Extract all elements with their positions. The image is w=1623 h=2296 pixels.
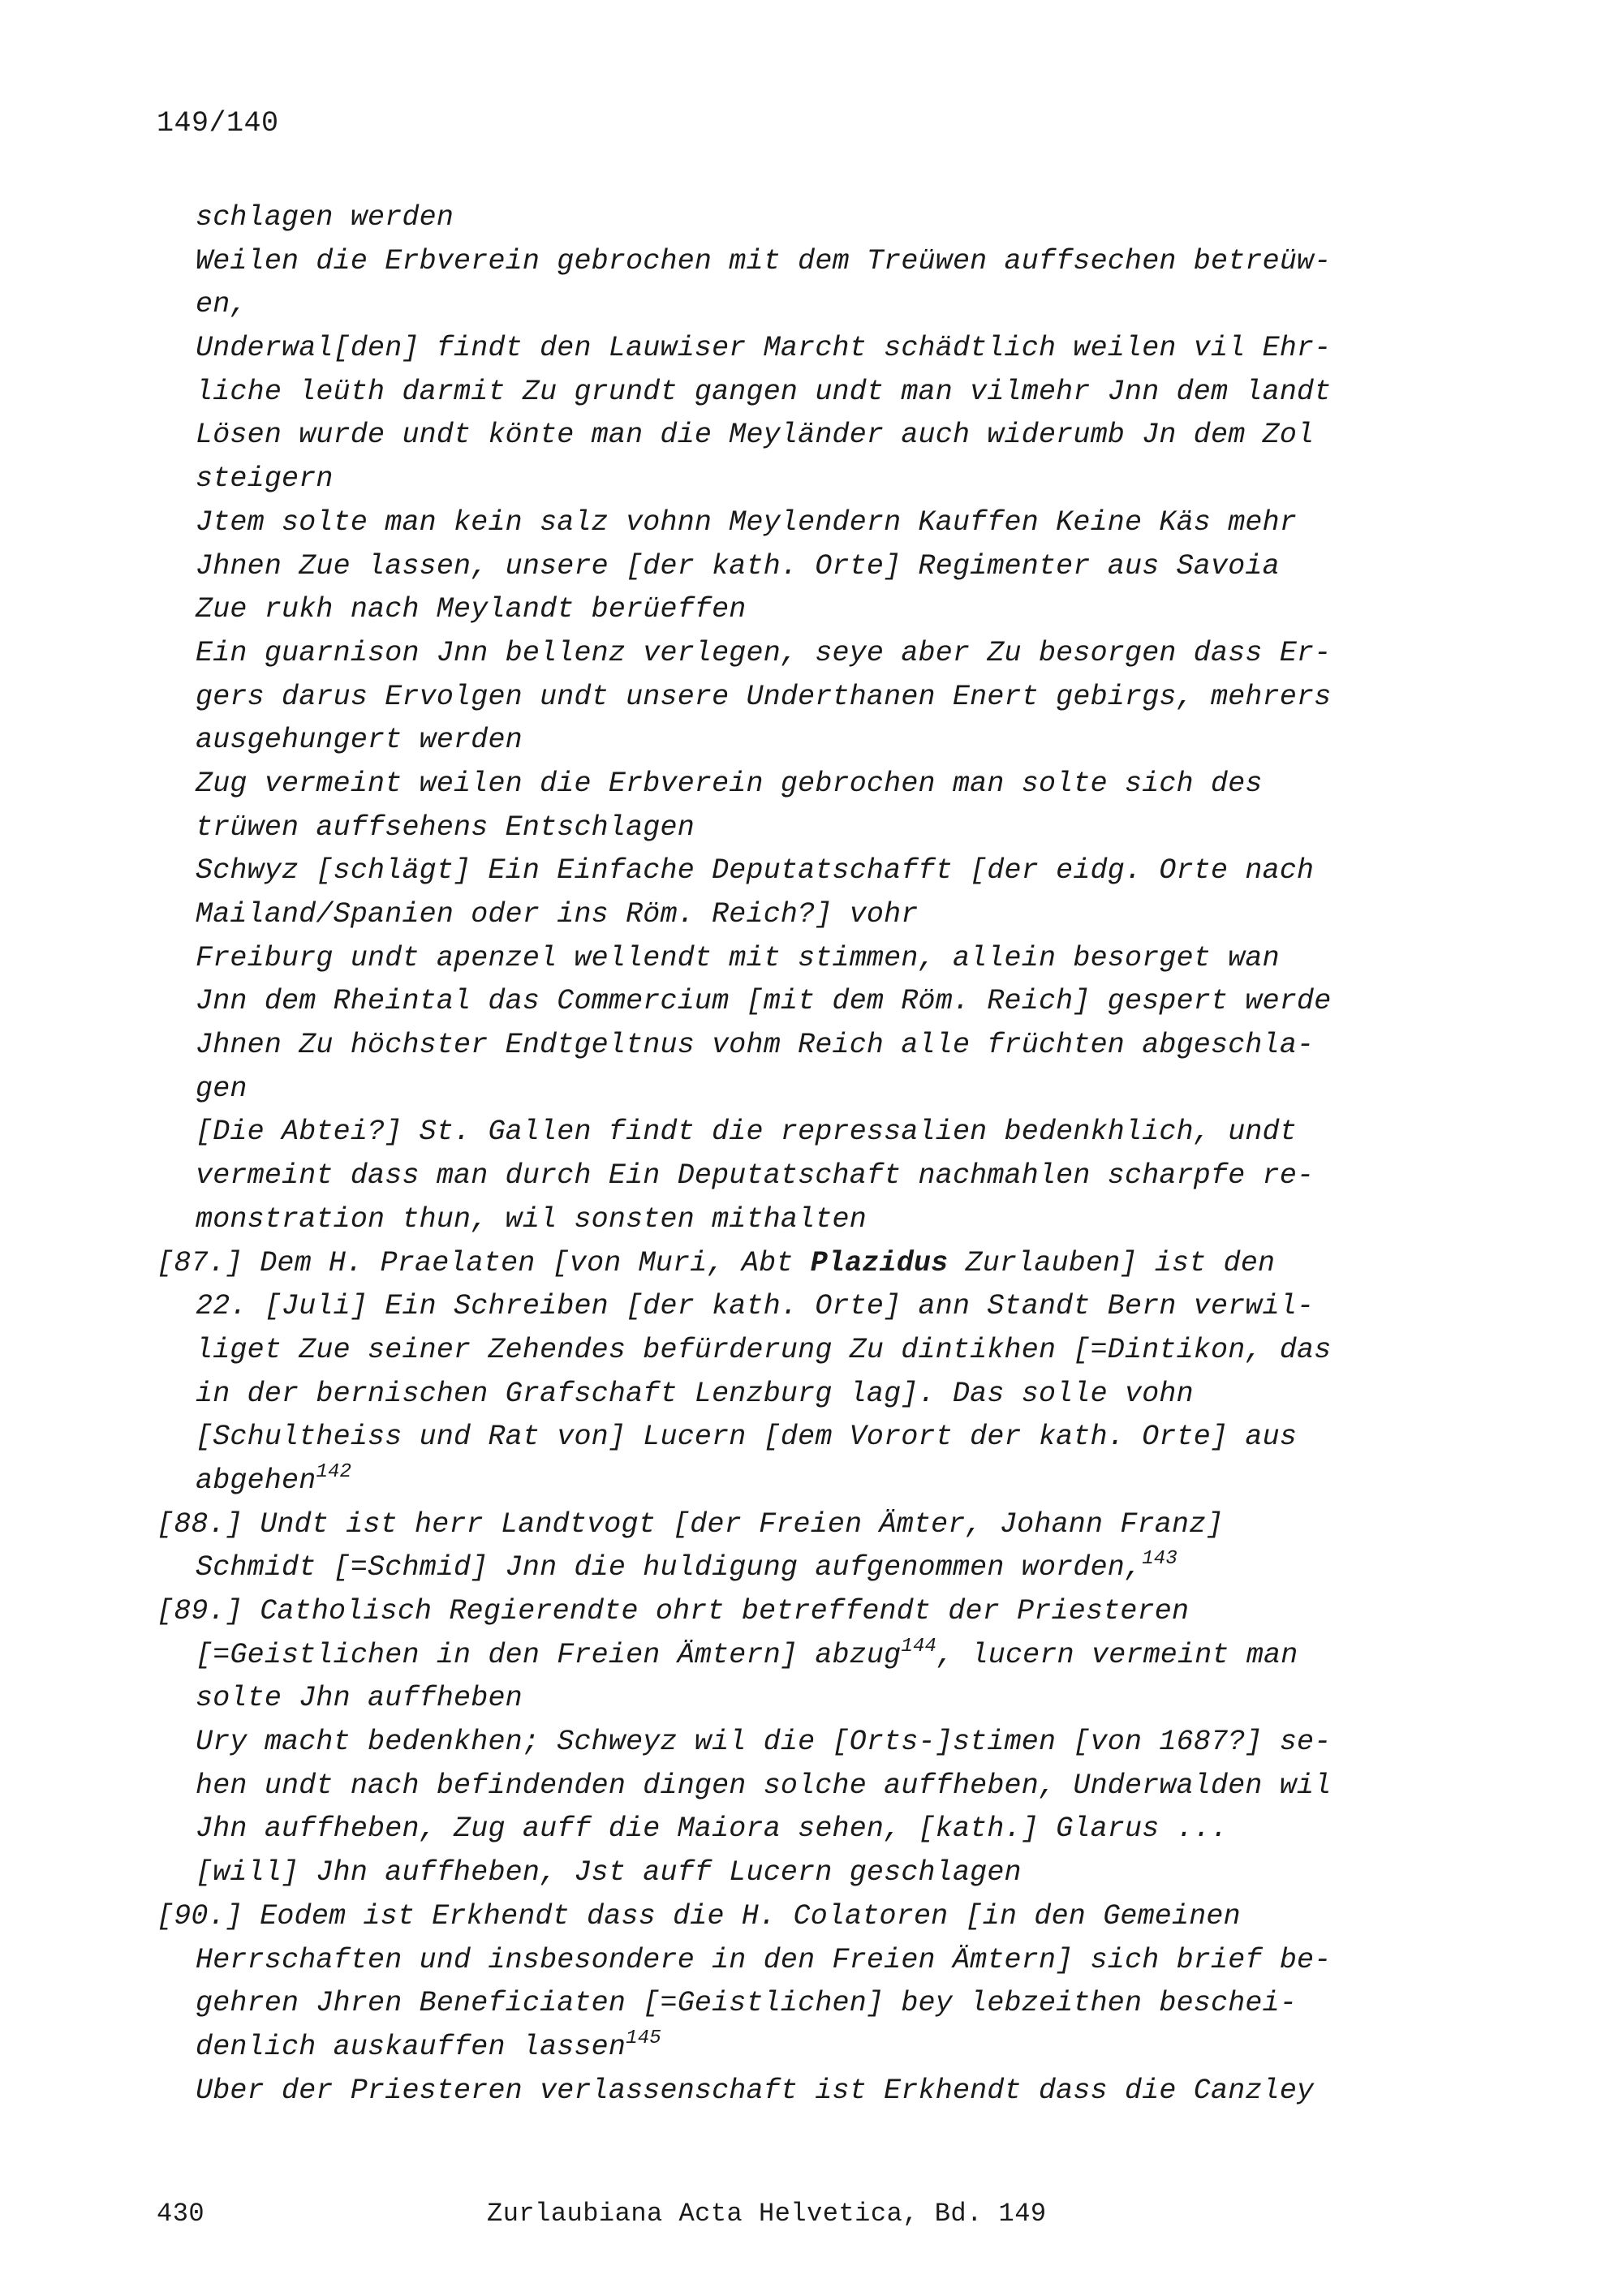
line-text: Ury macht bedenkhen; Schweyz wil die [Orts-]stimen [von 1687?] se-: [196, 1726, 1332, 1759]
line-text: [88.] Undt ist herr Landtvogt [der Freien Ämter, Johann Franz]: [157, 1507, 1224, 1541]
line-text: hen undt nach befindenden dingen solche auffheben, Underwalden wil: [196, 1769, 1332, 1802]
footer-page-number: 430: [157, 2199, 205, 2229]
footnote-marker: 142: [316, 1460, 352, 1483]
line-text: Schmidt [=Schmid] Jnn die huldigung aufgenommen worden,: [196, 1551, 1143, 1584]
line-text: [=Geistlichen in den Freien Ämtern] abzug: [196, 1638, 902, 1671]
text-line: [157, 676, 1423, 720]
text-line: [157, 1765, 1423, 1808]
line-text: gers darus Ervolgen undt unsere Underthanen Enert gebirgs, mehrers: [196, 680, 1332, 713]
line-text: schlagen werden: [196, 201, 454, 234]
text-line: [157, 1242, 1423, 1286]
line-text: 22. [Juli] Ein Schreiben [der kath. Orte] ann Standt Bern verwil-: [196, 1290, 1315, 1323]
text-line: [157, 458, 1423, 501]
text-line: [157, 1068, 1423, 1111]
text-line: [157, 240, 1423, 284]
line-text: Zug vermeint weilen die Erbverein gebrochen man solte sich des: [196, 767, 1263, 800]
line-text: [87.] Dem H. Praelaten [von Muri, Abt: [157, 1246, 811, 1279]
line-text: ausgehungert werden: [196, 724, 523, 757]
line-text: Lösen wurde undt könte man die Meyländer auch widerumb Jn dem Zol: [196, 419, 1315, 452]
line-text: trüwen auffsehens Entschlagen: [196, 810, 695, 844]
line-text: in der bernischen Grafschaft Lenzburg lag]. Das solle vohn: [196, 1377, 1194, 1410]
text-line: [157, 1721, 1423, 1765]
text-line: [157, 327, 1423, 371]
line-text: Mailand/Spanien oder ins Röm. Reich?] vohr: [196, 898, 919, 931]
line-text: vermeint dass man durch Ein Deputatschaft nachmahlen scharpfe re-: [196, 1159, 1315, 1193]
text-line: [157, 763, 1423, 806]
footnote-marker: 143: [1142, 1548, 1178, 1571]
footnote-marker: 144: [901, 1635, 937, 1658]
footer-title: Zurlaubiana Acta Helvetica, Bd. 149: [487, 2199, 1047, 2229]
text-line: [157, 719, 1423, 763]
line-text: Freiburg undt apenzel wellendt mit stimmen, allein besorget wan: [196, 941, 1280, 974]
line-text: [Die Abtei?] St. Gallen findt die repressalien bedenkhlich, undt: [196, 1116, 1298, 1149]
text-line: [157, 1198, 1423, 1242]
text-line: [157, 1677, 1423, 1721]
line-text: Schwyz [schlägt] Ein Einfache Deputatschafft [der eidg. Orte nach: [196, 854, 1315, 888]
text-line: [157, 1024, 1423, 1068]
text-line: [157, 371, 1423, 415]
text-line: [157, 1329, 1423, 1373]
document-body: [157, 196, 1423, 2113]
line-text: Underwal[den] findt den Lauwiser Marcht schädtlich weilen vil Ehr-: [196, 332, 1332, 365]
text-line: [157, 937, 1423, 981]
line-text: Jhnen Zue lassen, unsere [der kath. Orte] Regimenter aus Savoia: [196, 549, 1280, 583]
text-line: [157, 893, 1423, 937]
text-line: [157, 1590, 1423, 1634]
text-line: [157, 849, 1423, 893]
text-line: [157, 632, 1423, 676]
line-text: denlich auskauffen lassen: [196, 2030, 626, 2063]
text-line: [157, 1939, 1423, 1983]
text-line: [157, 1634, 1423, 1678]
text-line: [157, 545, 1423, 589]
line-text: gehren Jhren Beneficiaten [=Geistlichen] bey lebzeithen beschei-: [196, 1987, 1298, 2020]
text-line: [157, 806, 1423, 850]
bold-name: Plazidus: [810, 1246, 949, 1279]
text-line: [157, 2026, 1423, 2070]
line-text: en,: [196, 288, 248, 321]
line-text-continuation: Zurlauben] ist den: [948, 1246, 1276, 1279]
footnote-marker: 145: [626, 2027, 661, 2049]
text-line: [157, 1895, 1423, 1939]
page-reference: 149/140: [157, 107, 279, 140]
text-line: [157, 196, 1423, 240]
line-text: [89.] Catholisch Regierendte ohrt betreffendt der Priesteren: [157, 1595, 1190, 1627]
text-line: [157, 1285, 1423, 1329]
line-text: Weilen die Erbverein gebrochen mit dem Treüwen auffsechen betreüw-: [196, 244, 1332, 277]
line-text: abgehen: [196, 1464, 316, 1497]
text-line: [157, 980, 1423, 1024]
text-line: [157, 2070, 1423, 2113]
text-line: [157, 1503, 1423, 1547]
line-text: [Schultheiss und Rat von] Lucern [dem Vorort der kath. Orte] aus: [196, 1421, 1298, 1454]
line-text: Jhn auffheben, Zug auff die Maiora sehen, [kath.] Glarus ...: [196, 1812, 1229, 1846]
line-text: Zue rukh nach Meylandt berüeffen: [196, 593, 747, 626]
text-line: [157, 1851, 1423, 1895]
line-text: solte Jhn auffheben: [196, 1682, 523, 1715]
line-text: [90.] Eodem ist Erkhendt dass die H. Colatoren [in den Gemeinen: [157, 1899, 1241, 1933]
line-text: Ein guarnison Jnn bellenz verlegen, seye aber Zu besorgen dass Er-: [196, 636, 1332, 669]
text-line: [157, 283, 1423, 327]
line-text: liget Zue seiner Zehendes befürderung Zu dintikhen [=Dintikon, das: [196, 1333, 1332, 1366]
line-text: Uber der Priesteren verlassenschaft ist Erkhendt dass die Canzley: [196, 2074, 1315, 2107]
text-line: [157, 1546, 1423, 1590]
line-text: Jhnen Zu höchster Endtgeltnus vohm Reich alle früchten abgeschla-: [196, 1029, 1315, 1062]
line-text: Jtem solte man kein salz vohnn Meylendern Kauffen Keine Käs mehr: [196, 505, 1298, 539]
line-text-continuation: , lucern vermeint man: [936, 1638, 1298, 1671]
line-text: [will] Jhn auffheben, Jst auff Lucern geschlagen: [196, 1856, 1022, 1890]
text-line: [157, 1460, 1423, 1503]
line-text: Jnn dem Rheintal das Commercium [mit dem Röm. Reich] gespert werde: [196, 985, 1332, 1018]
text-line: [157, 1416, 1423, 1460]
line-text: gen: [196, 1072, 248, 1105]
text-line: [157, 1982, 1423, 2026]
line-text: Herrschaften und insbesondere in den Freien Ämtern] sich brief be-: [196, 1943, 1332, 1976]
line-text: monstration thun, wil sonsten mithalten: [196, 1202, 867, 1236]
line-text: liche leüth darmit Zu grundt gangen undt man vilmehr Jnn dem landt: [196, 375, 1332, 408]
text-line: [157, 1111, 1423, 1154]
text-line: [157, 501, 1423, 545]
text-line: [157, 1808, 1423, 1851]
text-line: [157, 414, 1423, 458]
line-text: steigern: [196, 462, 334, 496]
text-line: [157, 1373, 1423, 1417]
text-line: [157, 1154, 1423, 1198]
text-line: [157, 588, 1423, 632]
